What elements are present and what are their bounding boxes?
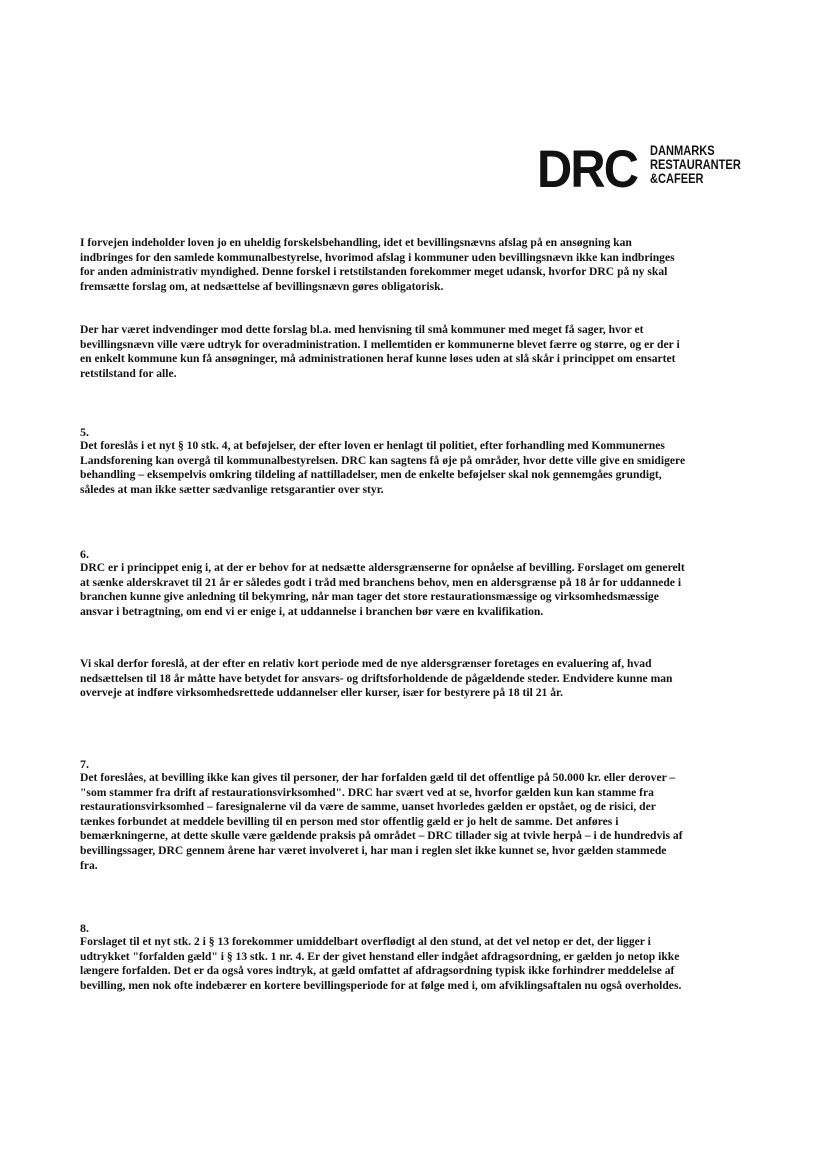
logo-wordmark [650, 144, 741, 186]
logo-line-2: RESTAURANTER [649, 157, 741, 172]
paragraph-text: Der har været indvendinger mod dette forslag bl.a. med henvisning til små kommuner med meget få sager, hvor et bevillingsnævn ville være udtryk for overadministration. I mellemtiden er kommunerne blevet færre og større, og er der i en enkelt kommune kun få ansøgninger, må administrationen heraf kunne løses uden at slå skår i princippet om ensartet retstilstand for alle. [80, 323, 680, 380]
section-text: Det foreslås i et nyt § 10 stk. 4, at beføjelser, der efter loven er henlagt til politiet, efter forhandling med Kommunernes Landsforening kan overgå til kommunalbestyrelsen. DRC kan sagtens få øje på områder, hvor dette ville give en smidigere behandling – eksempelvis omkring tildeling af nattilladelser, men de enkelte beføjelser skal nok gennemgåes grundigt, således at man ikke sætter sædvanlige retsgarantier over styr. [80, 439, 686, 496]
section-text: Forslaget til et nyt stk. 2 i § 13 forekommer umiddelbart overflødigt al den stund, at det vel netop er det, der ligger i udtrykket "forfalden gæld" i § 13 stk. 1 nr. 4. Er der givet henstand eller indgået afdragsordning, er gælden jo netop ikke længere forfalden. Det er da også vores indtryk, at gæld omfattet af afdragsordning typisk ikke forhindrer meddelelse af bevilling, men nok ofte indebærer en kortere bevillingsperiode for at følge med i, om afviklingsaftalen nu også overholdes. [80, 935, 682, 992]
section-number: 5. [80, 425, 89, 439]
section-number: 6. [80, 547, 89, 561]
section-8 [80, 921, 686, 993]
paragraph-intro-2 [80, 323, 686, 381]
section-5 [80, 425, 686, 497]
section-text: Det foreslåes, at bevilling ikke kan gives til personer, der har forfalden gæld til det offentlige på 50.000 kr. eller derover – "som stammer fra drift af restaurationsvirksomhed". DRC har svært ved at se, hvorfor gælden kun kan stamme fra restaurationsvirksomhed – faresignalerne vil da være de samme, uanset hvorledes gælden er opstået, og de risici, der tænkes forbundet at meddele bevilling til en person med stor offentlig gæld er jo helt de samme. Det anføres i bemærkningerne, at dette skulle være gældende praksis på området – DRC tillader sig at tvivle herpå – i de hundredvis af bevillingssager, DRC gennem årene har været involveret i, har man i reglen slet ikke kunnet se, hvor gælden stammede fra. [80, 771, 683, 872]
drc-logo [537, 140, 761, 199]
paragraph-text: I forvejen indeholder loven jo en uheldig forskelsbehandling, idet et bevillingsnævns afslag på en ansøgning kan indbringes for den samlede kommunalbestyrelse, hvorimod afslag i kommuner uden bevillingsnævn ikke kan indbringes for anden administrativ myndighed. Denne forskel i retstilstanden forekommer meget udansk, hvorfor DRC på ny skal fremsætte forslag om, at nedsættelse af bevillingsnævn gøres obligatorisk. [80, 236, 675, 293]
section-6 [80, 547, 686, 619]
logo-mark: DRC [537, 140, 638, 199]
section-text: DRC er i princippet enig i, at der er behov for at nedsætte aldersgrænserne for opnåelse af bevilling. Forslaget om generelt at sænke alderskravet til 21 år er således godt i tråd med branchens behov, men en aldersgrænse på 18 år for uddannede i branchen kunne give anledning til bekymring, når man tager det store restaurationsmæssige og virksomhedsmæssige ansvar i betragtning, om end vi er enige i, at uddannelse i branchen bør være en kvalifikation. [80, 561, 685, 618]
paragraph-intro-1 [80, 236, 686, 294]
section-number: 8. [80, 921, 89, 935]
section-number: 7. [80, 757, 89, 771]
logo-line-3: &CAFEER [649, 171, 704, 186]
section-7 [80, 757, 686, 873]
section-text: Vi skal derfor foreslå, at der efter en relativ kort periode med de nye aldersgrænser foretages en evaluering af, hvad nedsættelsen til 18 år måtte have betydet for ansvars- og driftsforholdende de pågældende steder. Endvidere kunne man overveje at indføre virksomhedsrettede uddannelser eller kurser, især for bestyrere på 18 til 21 år. [80, 657, 673, 700]
section-6-continued [80, 657, 686, 701]
logo-line-1: DANMARKS [649, 143, 715, 158]
